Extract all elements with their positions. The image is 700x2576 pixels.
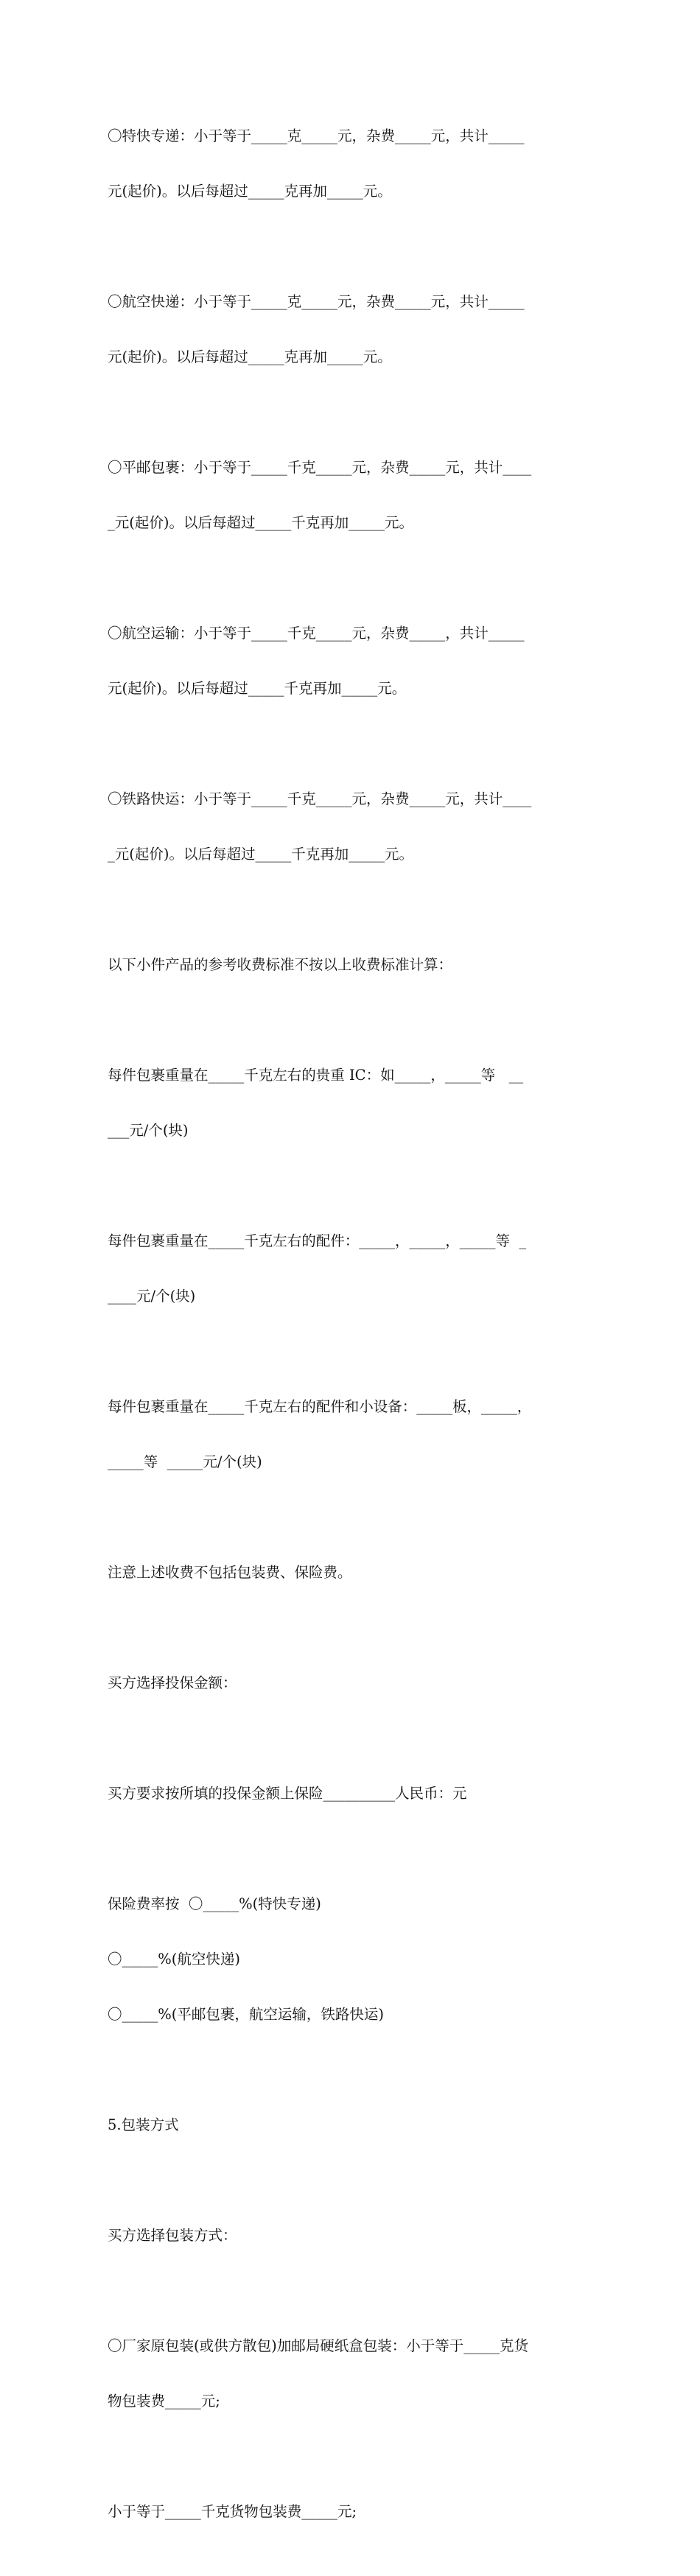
text-line: 〇特快专递：小于等于_____克_____元，杂费_____元，共计_____ <box>108 127 525 144</box>
paragraph-rail-express <box>108 753 598 900</box>
paragraph-kg-packaging-fee <box>108 2466 598 2558</box>
paragraph-air-transport <box>108 587 598 734</box>
paragraph-factory-packaging <box>108 2300 598 2447</box>
text-line: 买方要求按所填的投保金额上保险__________人民币：元 <box>108 1785 467 1802</box>
section-heading-packaging <box>108 2079 598 2171</box>
paragraph-insurance-rate <box>108 1858 598 2060</box>
text-line: _元(起价)。以后每超过_____千克再加_____元。 <box>108 514 413 531</box>
text-line: 买方选择包装方式： <box>108 2227 237 2244</box>
text-line: 物包装费_____元; <box>108 2393 220 2410</box>
text-line: 元(起价)。以后每超过_____克再加_____元。 <box>108 348 392 365</box>
text-line: 元(起价)。以后每超过_____千克再加_____元。 <box>108 680 407 697</box>
text-line: ___元/个(块) <box>108 1122 189 1139</box>
text-line: 注意上述收费不包括包装费、保险费。 <box>108 1564 352 1581</box>
text-line: 每件包裹重量在_____千克左右的配件和小设备：_____板，_____， <box>108 1398 532 1415</box>
text-line: 买方选择投保金额： <box>108 1674 237 1691</box>
paragraph-accessories <box>108 1195 598 1342</box>
paragraph-air-express <box>108 256 598 403</box>
text-line: _____等 _____元/个(块) <box>108 1453 262 1470</box>
text-line: 〇_____%(航空快递) <box>108 1951 240 1968</box>
text-line: 每件包裹重量在_____千克左右的配件：_____，_____，_____等 _ <box>108 1232 527 1249</box>
text-line: 5.包装方式 <box>108 2116 179 2133</box>
text-line: 保险费率按 〇_____%(特快专递) <box>108 1895 321 1912</box>
text-line: 以下小件产品的参考收费标准不按以上收费标准计算： <box>108 956 453 973</box>
paragraph-insurance-amount <box>108 1747 598 1839</box>
paragraph-small-items-intro <box>108 919 598 1011</box>
document-page <box>108 90 598 2576</box>
text-line: 〇厂家原包装(或供方散包)加邮局硬纸盒包装：小于等于_____克货 <box>108 2337 528 2354</box>
paragraph-accessories-devices <box>108 1361 598 1508</box>
text-line: 每件包裹重量在_____千克左右的贵重 IC：如_____，_____等 __ <box>108 1067 524 1084</box>
text-line: 〇_____%(平邮包裹，航空运输，铁路快运) <box>108 2006 384 2023</box>
text-line: 〇航空快递：小于等于_____克_____元，杂费_____元，共计_____ <box>108 293 525 310</box>
paragraph-fee-note <box>108 1526 598 1618</box>
text-line: 〇铁路快运：小于等于_____千克_____元，杂费_____元，共计____ <box>108 790 532 807</box>
text-line: 小于等于_____千克货物包装费_____元; <box>108 2503 357 2520</box>
text-line: _元(起价)。以后每超过_____千克再加_____元。 <box>108 846 413 863</box>
paragraph-insurance-choice <box>108 1637 598 1729</box>
paragraph-surface-parcel <box>108 421 598 569</box>
text-line: 元(起价)。以后每超过_____克再加_____元。 <box>108 183 392 200</box>
paragraph-packaging-choice <box>108 2189 598 2281</box>
paragraph-valuable-ic <box>108 1029 598 1176</box>
paragraph-express-mail <box>108 90 598 237</box>
text-line: 〇平邮包裹：小于等于_____千克_____元，杂费_____元，共计____ <box>108 459 532 476</box>
text-line: ____元/个(块) <box>108 1288 196 1305</box>
text-line: 〇航空运输：小于等于_____千克_____元，杂费_____，共计_____ <box>108 625 525 642</box>
